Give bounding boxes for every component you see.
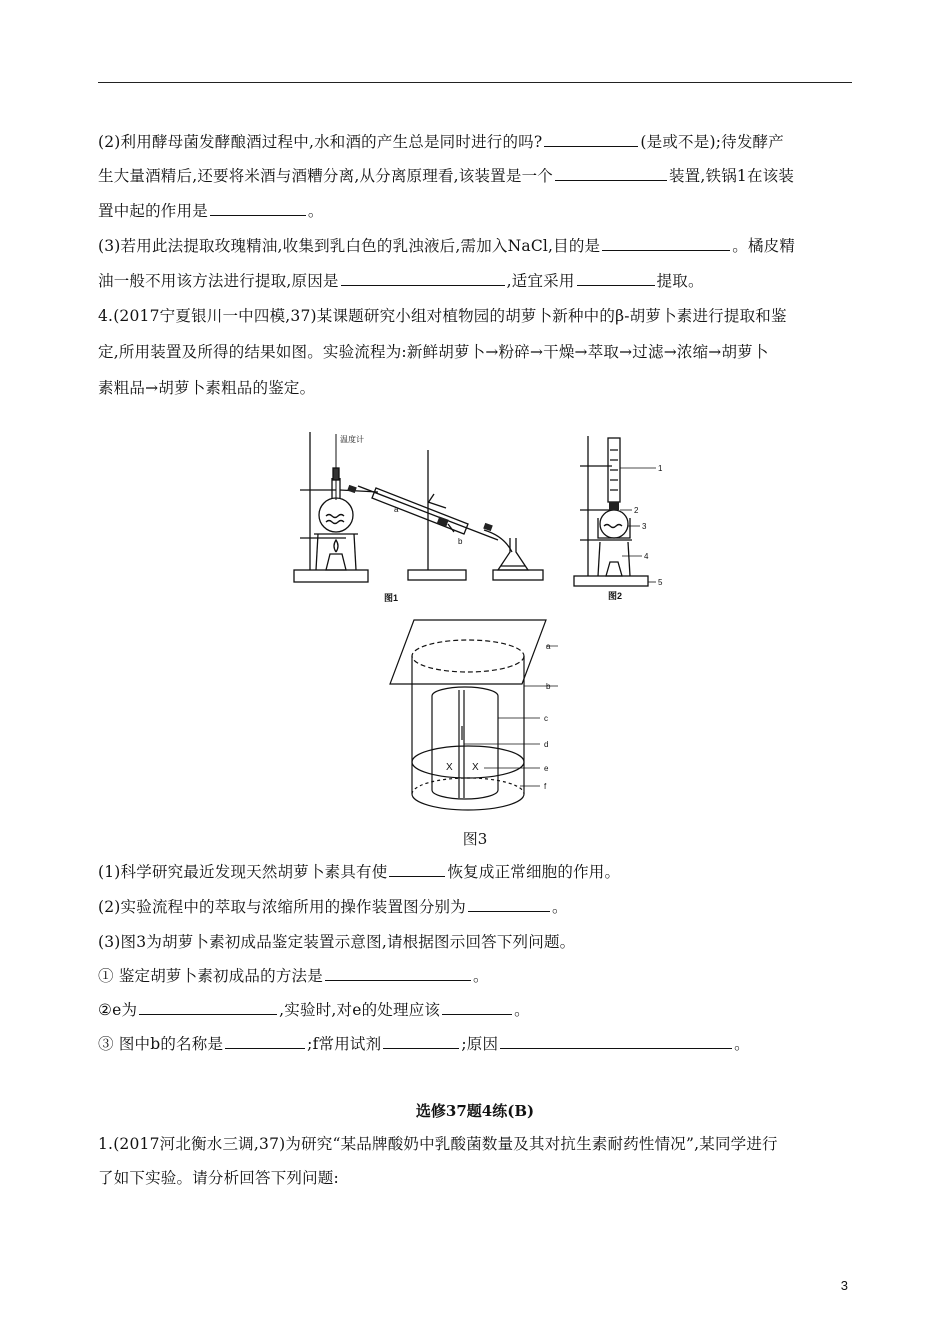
figure-3-chromatography <box>380 614 560 834</box>
q4-line-1: 4.(2017宁夏银川一中四模,37)某课题研究小组对植物园的胡萝卜新种中的β-胡萝卜素进行提取和鉴 <box>98 307 787 325</box>
fig3-label-b: b <box>546 682 551 691</box>
q2-line-1: (2)利用酵母菌发酵酿酒过程中,水和酒的产生总是同时进行的吗? (是或不是);待发酵产 <box>98 133 784 151</box>
q2-line-3: 置中起的作用是 。 <box>98 202 324 220</box>
fig2-label-3: 3 <box>642 522 647 531</box>
section-heading: 选修37题4练(B) <box>415 1102 535 1120</box>
answer-blank[interactable] <box>500 1034 732 1049</box>
figure-2-reflux <box>570 432 670 602</box>
b1-line-2: 了如下实验。请分析回答下列问题: <box>98 1169 339 1187</box>
answer-blank[interactable] <box>139 1000 277 1015</box>
x-mark-left: X <box>446 762 453 773</box>
fig3-label-e: e <box>544 764 549 773</box>
fig1-label-b: b <box>458 537 463 546</box>
b1-line-1: 1.(2017河北衡水三调,37)为研究“某品牌酸奶中乳酸菌数量及其对抗生素耐药性情况”,某同学进行 <box>98 1135 778 1153</box>
figure-1-caption: 图1 <box>384 593 399 603</box>
fig2-label-2: 2 <box>634 506 639 515</box>
fig2-label-5: 5 <box>658 578 663 587</box>
answer-blank[interactable] <box>602 236 730 251</box>
s3a-line: ① 鉴定胡萝卜素初成品的方法是 。 <box>98 967 489 985</box>
fig3-label-f: f <box>544 782 547 791</box>
answer-blank[interactable] <box>341 271 505 286</box>
s3c-line: ③ 图中b的名称是 ;f常用试剂 ;原因 。 <box>98 1035 750 1053</box>
answer-blank[interactable] <box>389 862 445 877</box>
s1-line: (1)科学研究最近发现天然胡萝卜素具有使 恢复成正常细胞的作用。 <box>98 863 621 881</box>
answer-blank[interactable] <box>577 271 655 286</box>
q4-line-2: 定,所用装置及所得的结果如图。实验流程为:新鲜胡萝卜→粉碎→干燥→萃取→过滤→浓缩→胡萝卜 <box>98 343 769 361</box>
header-rule <box>98 82 852 83</box>
answer-blank[interactable] <box>210 201 306 216</box>
figure-3-caption: 图3 <box>462 830 488 848</box>
answer-blank[interactable] <box>225 1034 305 1049</box>
s3-line: (3)图3为胡萝卜素初成品鉴定装置示意图,请根据图示回答下列问题。 <box>98 933 576 951</box>
fig3-label-c: c <box>544 714 548 723</box>
answer-blank[interactable] <box>383 1034 459 1049</box>
page-number: 3 <box>840 1278 848 1293</box>
fig2-label-1: 1 <box>658 464 663 473</box>
fig3-label-d: d <box>544 740 549 749</box>
answer-blank[interactable] <box>325 966 471 981</box>
answer-blank[interactable] <box>442 1000 512 1015</box>
q4-line-3: 素粗品→胡萝卜素粗品的鉴定。 <box>98 379 316 397</box>
s2-line: (2)实验流程中的萃取与浓缩所用的操作装置图分别为 。 <box>98 898 568 916</box>
figure-2-caption: 图2 <box>608 591 623 601</box>
s3b-line: ②e为 ,实验时,对e的处理应该 。 <box>98 1001 530 1019</box>
answer-blank[interactable] <box>468 897 550 912</box>
thermometer-label: 温度计 <box>340 435 364 444</box>
q2-line-2: 生大量酒精后,还要将米酒与酒糟分离,从分离原理看,该装置是一个 装置,铁锅1在该装 <box>98 167 795 185</box>
q3-line-1: (3)若用此法提取玫瑰精油,收集到乳白色的乳浊液后,需加入NaCl,目的是 。橘皮精 <box>98 237 796 255</box>
answer-blank[interactable] <box>555 166 667 181</box>
fig1-label-a: a <box>394 505 399 514</box>
fig2-label-4: 4 <box>644 552 649 561</box>
x-mark-right: X <box>472 762 479 773</box>
figure-1-distillation <box>288 420 548 605</box>
q3-line-2: 油一般不用该方法进行提取,原因是 ,适宜采用 提取。 <box>98 272 704 290</box>
fig3-label-a: a <box>546 642 551 651</box>
answer-blank[interactable] <box>544 132 638 147</box>
